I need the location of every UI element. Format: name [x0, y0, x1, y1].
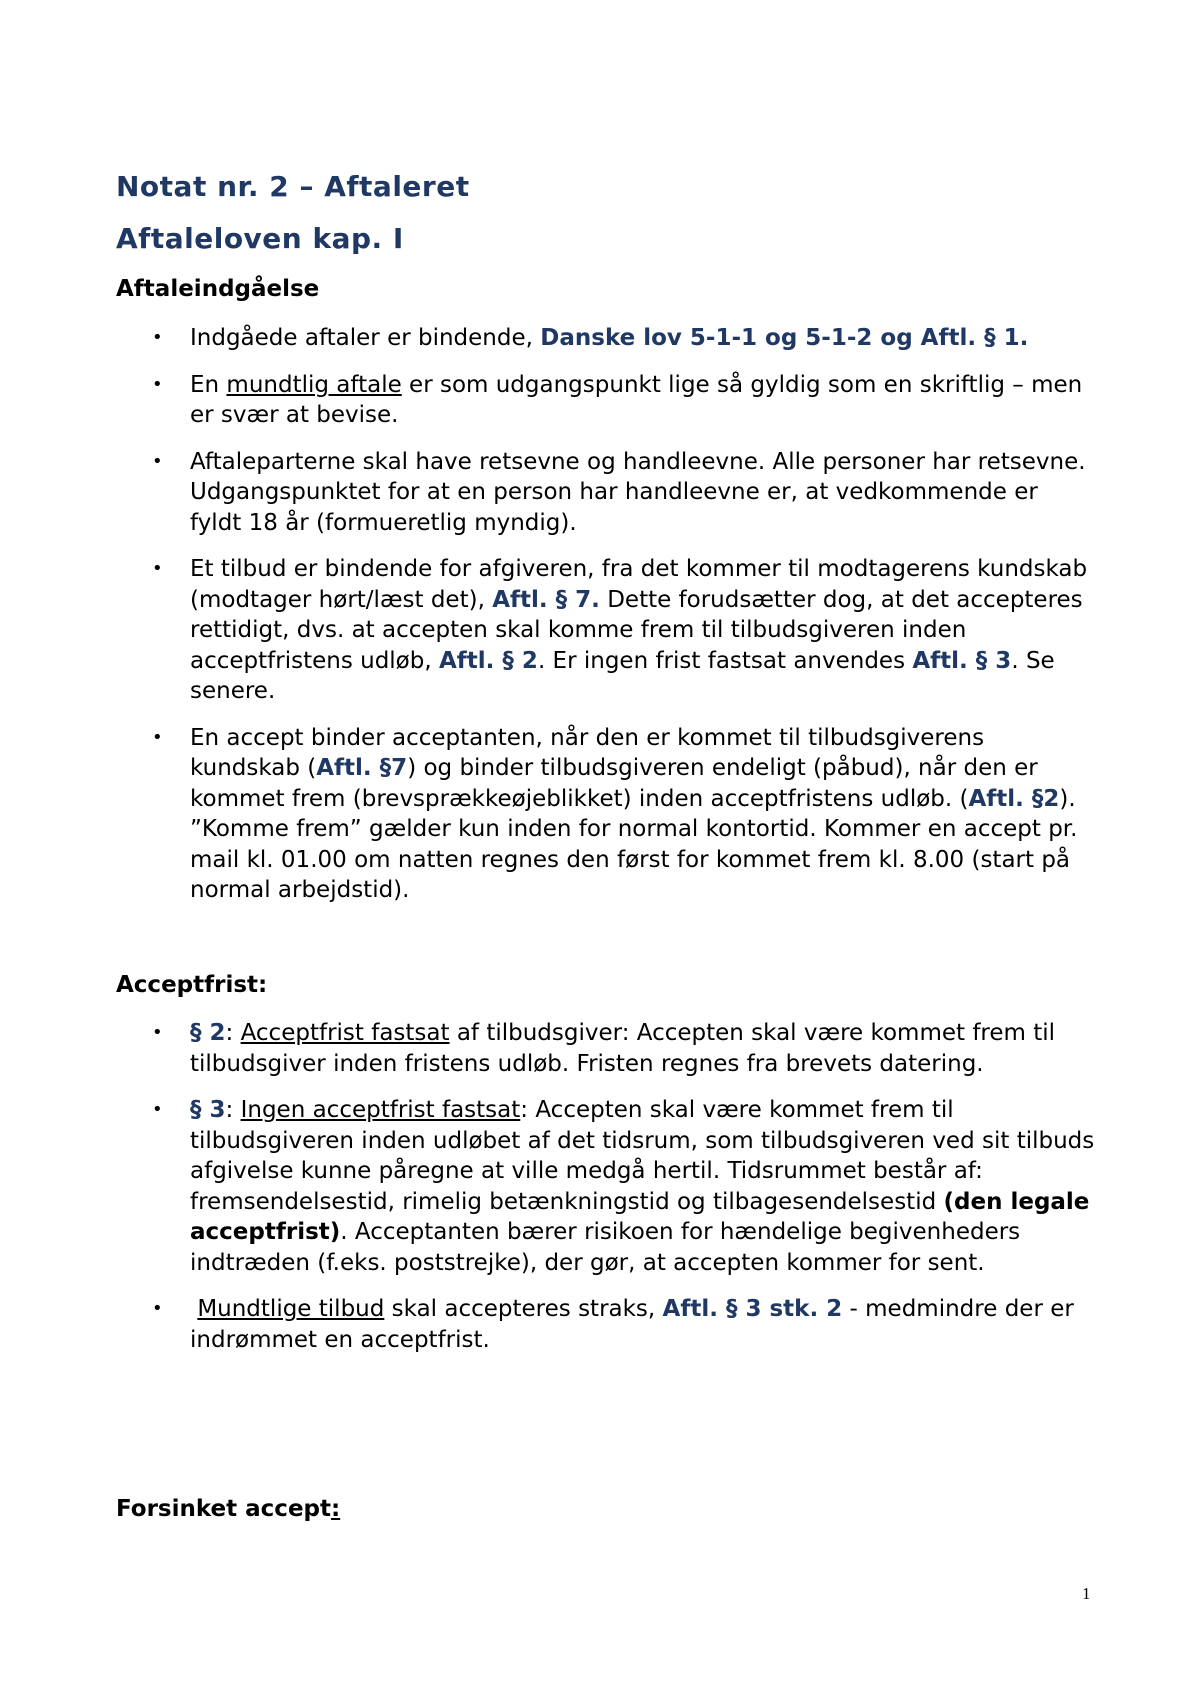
bullet-icon: • — [152, 1099, 163, 1120]
law-reference: Aftl. §2 — [968, 785, 1060, 812]
list-item: • Mundtlige tilbud skal accepteres straks, Aftl. § 3 stk. 2 - medmindre der er indrømmet en acceptfrist. — [152, 1296, 1074, 1353]
page-number: 1 — [1082, 1584, 1091, 1603]
section-heading-forsinket-accept: Forsinket accept: — [116, 1496, 341, 1522]
aftaleindgaaelse-list — [116, 323, 1096, 922]
law-reference: Aftl. § 3 — [912, 647, 1012, 674]
underlined-term: mundtlig aftale — [226, 371, 402, 398]
law-reference: § 3 — [190, 1097, 226, 1123]
list-item: • § 2: Acceptfrist fastsat af tilbudsgiver: Accepten skal være kommet frem til tilbudsgiver inden fristens udløb. Fristen regnes fra brevets datering. — [152, 1020, 1056, 1077]
list-item: • Aftaleparterne skal have retsevne og handleevne. Alle personer har retsevne. Udgangspunktet for at en person har handleevne er, at vedkommende er fyldt 18 år (formueretlig myndig). — [152, 448, 1086, 536]
bullet-icon: • — [152, 450, 163, 472]
bullet-icon: • — [152, 1022, 163, 1043]
list-item: • § 3: Ingen acceptfrist fastsat: Accepten skal være kommet frem til tilbudsgiveren inden udløbet af det tidsrum, som tilbudsgiveren ved sit tilbuds afgivelse kunne påregne at ville medgå hertil. Tidsrummet består af: fremsendelsestid, rimelig betænkningstid og tilbagesendelsestid (den legale acceptfrist). Acceptanten bærer risikoen for hændelige begivenheders indtræden (f.eks. poststrejke), der gør, at accepten kommer for sent. — [152, 1097, 1095, 1276]
list-item: • En accept binder acceptanten, når den er kommet til tilbudsgiverens kundskab (Aftl. §7) og binder tilbudsgiveren endeligt (påbud), når den er kommet frem (brevsprækkeøjeblikket) inden acceptfristens udløb. (Aftl. §2). ”Komme frem” gælder kun inden for normal kontortid. Kommer en accept pr. mail kl. 01.00 om natten regnes den først for kommet frem kl. 8.00 (start på normal arbejdstid). — [152, 724, 1078, 903]
underlined-term: Mundtlige tilbud — [197, 1296, 385, 1322]
law-reference: Danske lov 5-1-1 og 5-1-2 og Aftl. § 1. — [540, 325, 1029, 351]
law-reference: § 2 — [190, 1020, 226, 1046]
document-subtitle: Aftaleloven kap. I — [116, 222, 404, 255]
bullet-icon: • — [152, 726, 163, 748]
bold-term: (den legale acceptfrist) — [190, 1188, 1090, 1245]
section-heading-acceptfrist: Acceptfrist: — [116, 972, 268, 998]
document-title: Notat nr. 2 – Aftaleret — [116, 170, 470, 203]
bullet-icon: • — [152, 327, 163, 348]
law-reference: Aftl. § 7. — [492, 586, 600, 613]
underlined-term: Acceptfrist fastsat — [240, 1020, 450, 1046]
acceptfrist-list — [116, 1018, 1096, 1371]
underlined-term: Ingen acceptfrist fastsat — [240, 1097, 521, 1123]
list-item: • Et tilbud er bindende for afgiveren, fra det kommer til modtagerens kundskab (modtager hørt/læst det), Aftl. § 7. Dette forudsætter dog, at det accepteres rettidigt, dvs. at accepten skal komme frem til tilbudsgiveren inden acceptfristens udløb, Aftl. § 2. Er ingen frist fastsat anvendes Aftl. § 3. Se senere. — [152, 556, 1088, 704]
bullet-icon: • — [152, 373, 163, 395]
list-item: • Indgåede aftaler er bindende, Danske lov 5-1-1 og 5-1-2 og Aftl. § 1. — [116, 323, 1096, 354]
bullet-icon: • — [152, 1298, 163, 1319]
law-reference: Aftl. §7 — [316, 755, 408, 781]
law-reference: Aftl. § 2 — [438, 647, 538, 674]
list-item: • En mundtlig aftale er som udgangspunkt lige så gyldig som en skriftlig – men er svær at bevise. — [152, 371, 1083, 428]
bullet-icon: • — [152, 558, 163, 579]
law-reference: Aftl. § 3 stk. 2 — [662, 1296, 843, 1322]
section-heading-aftaleindgaaelse: Aftaleindgåelse — [116, 276, 320, 302]
